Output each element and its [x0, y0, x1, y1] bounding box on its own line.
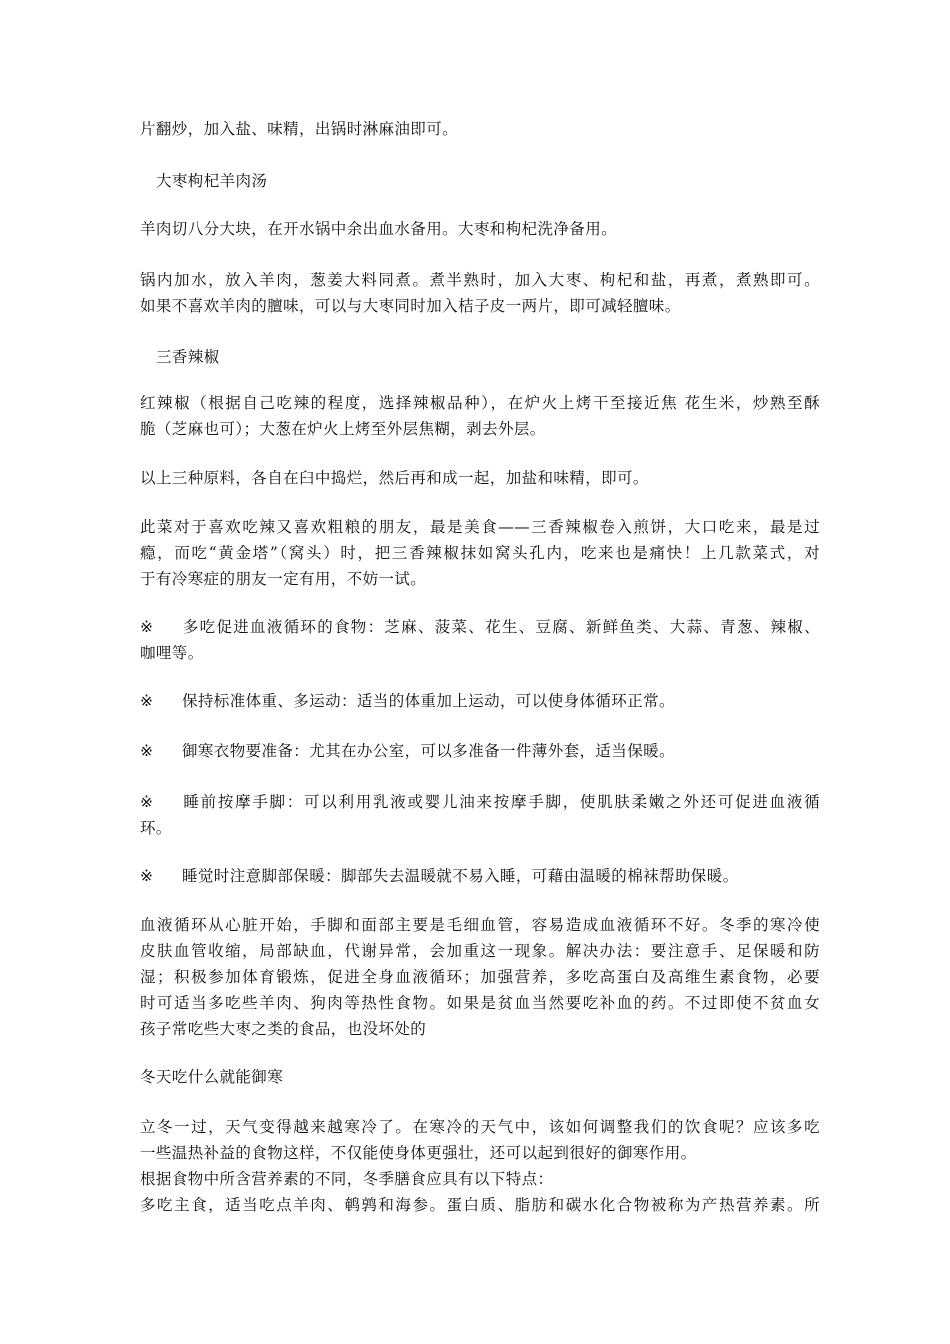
section-heading-winter [140, 1064, 820, 1090]
reference-mark: ※ [140, 692, 154, 710]
text-line: 一些温热补益的食物这样，不仅能使身体更强壮，还可以起到很好的御寒作用。 [140, 1144, 697, 1162]
tip-item [140, 738, 820, 764]
heading-text: 冬天吃什么就能御寒 [140, 1068, 284, 1086]
heading-text: 三香辣椒 [156, 348, 220, 366]
text-line: 皮肤血管收缩，局部缺血，代谢异常，会加重这一现象。解决办法：要注意手、足保暖和防 [140, 942, 820, 960]
recipe-heading-dazao [140, 168, 836, 194]
text-line: 根据食物中所含营养素的不同，冬季膳食应具有以下特点： [140, 1170, 554, 1188]
text-line: 此菜对于喜欢吃辣又喜欢粗粮的朋友，最是美食——三香辣椒卷入煎饼，大口吃来，最是过 [140, 518, 820, 536]
paragraph-sanxiang-method [140, 465, 820, 491]
recipe-heading-sanxiang [140, 344, 836, 370]
tip-item [140, 614, 820, 666]
tip-item [140, 863, 820, 889]
reference-mark: ※ [140, 742, 154, 760]
text-line: 血液循环从心脏开始，手脚和面部主要是毛细血管，容易造成血液循环不好。冬季的寒冷使 [140, 916, 820, 934]
text-line: 环。 [140, 819, 172, 837]
paragraph-sanxiang-ingredients [140, 390, 820, 442]
text-line: 如果不喜欢羊肉的膻味，可以与大枣同时加入桔子皮一两片，即可减轻膻味。 [140, 297, 681, 315]
text-line: 羊肉切八分大块，在开水锅中余出血水备用。大枣和枸杞洗净备用。 [140, 220, 618, 238]
paragraph-ending [140, 116, 820, 142]
tip-text: 御寒衣物要准备：尤其在办公室，可以多准备一件薄外套，适当保暖。 [182, 742, 675, 760]
text-line: 湿；积极参加体育锻炼，促进全身血液循环；加强营养，多吃高蛋白及高维生素食物，必要 [140, 968, 820, 986]
tip-item [140, 688, 820, 714]
tip-text: 多吃促进血液循环的食物：芝麻、菠菜、花生、豆腐、新鲜鱼类、大蒜、青葱、辣椒、 [182, 618, 820, 636]
paragraph-sanxiang-notes [140, 514, 820, 592]
text-line: 立冬一过，天气变得越来越寒冷了。在寒冷的天气中，该如何调整我们的饮食呢？应该多吃 [140, 1118, 820, 1136]
paragraph-circulation [140, 912, 820, 1042]
text-line: 于有冷寒症的朋友一定有用，不妨一试。 [140, 570, 427, 588]
text-line: 咖哩等。 [140, 644, 204, 662]
text-line: 瘾，而吃“黄金塔”（窝头）时，把三香辣椒抹如窝头孔内，吃来也是痛快！上几款菜式，对 [140, 544, 820, 562]
text-line: 多吃主食，适当吃点羊肉、鹌鹑和海参。蛋白质、脂肪和碳水化合物被称为产热营养素。所 [140, 1196, 820, 1214]
text-line [140, 688, 820, 714]
text-line: 孩子常吃些大枣之类的食品，也没坏处的 [140, 1020, 427, 1038]
text-line: 锅内加水，放入羊肉，葱姜大料同煮。煮半熟时，加入大枣、枸杞和盐，再煮，煮熟即可。 [140, 271, 820, 289]
reference-mark: ※ [140, 618, 154, 636]
text-line [140, 738, 820, 764]
tip-item [140, 789, 820, 841]
tip-text: 保持标准体重、多运动：适当的体重加上运动，可以使身体循环正常。 [182, 692, 675, 710]
text-line: 以上三种原料，各自在臼中捣烂，然后再和成一起，加盐和味精，即可。 [140, 469, 649, 487]
tip-text: 睡觉时注意脚部保暖：脚部失去温暖就不易入睡，可藉由温暖的棉袜帮助保暖。 [182, 867, 739, 885]
text-line: 脆（芝麻也可）；大葱在炉火上烤至外层焦糊，剥去外层。 [140, 420, 546, 438]
text-line [140, 614, 820, 640]
paragraph-dazao-cook [140, 267, 820, 319]
tip-text: 睡前按摩手脚：可以利用乳液或婴儿油来按摩手脚，使肌肤柔嫩之外还可促进血液循 [182, 793, 820, 811]
text-line [140, 863, 820, 889]
paragraph-dazao-prep [140, 216, 820, 242]
paragraph-winter-diet [140, 1114, 820, 1218]
reference-mark: ※ [140, 867, 154, 885]
reference-mark: ※ [140, 793, 154, 811]
heading-text: 大枣枸杞羊肉汤 [156, 172, 268, 190]
text-line: 时可适当多吃些羊肉、狗肉等热性食物。如果是贫血当然要吃补血的药。不过即使不贫血女 [140, 994, 820, 1012]
text-line [140, 789, 820, 815]
text-line: 红辣椒（根据自己吃辣的程度，选择辣椒品种），在炉火上烤干至接近焦 花生米，炒熟至酥 [140, 394, 820, 412]
text-line: 片翻炒，加入盐、味精，出锅时淋麻油即可。 [140, 120, 459, 138]
